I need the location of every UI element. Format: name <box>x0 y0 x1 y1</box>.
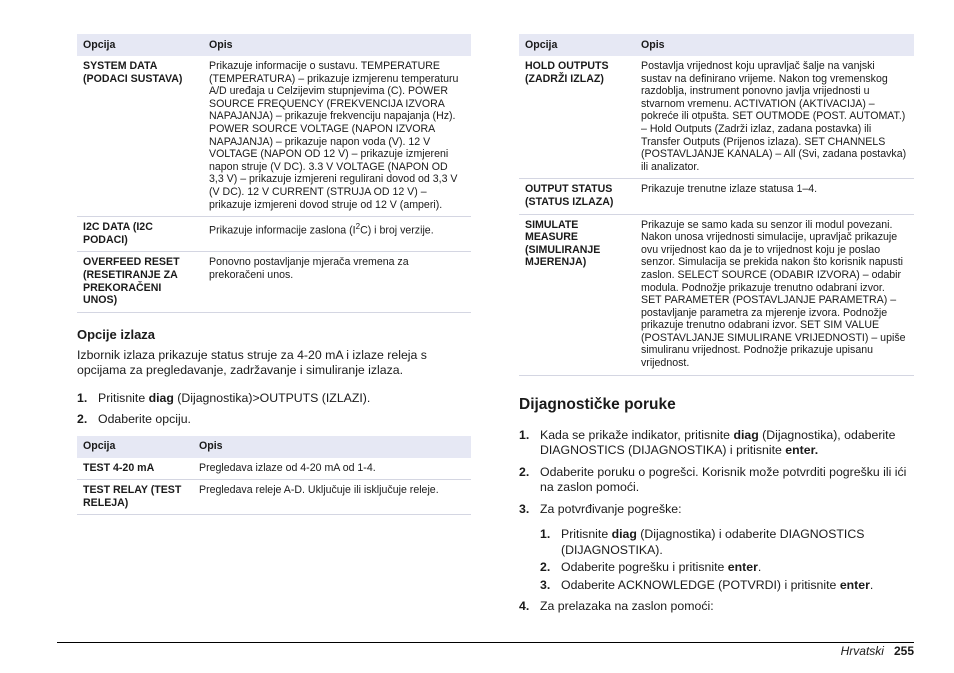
step-text: Odaberite opciju. <box>98 412 191 427</box>
option-description: Pregledava izlaze od 4-20 mA od 1-4. <box>193 458 471 480</box>
step-key: enter <box>839 577 870 592</box>
step-number: 1. <box>540 527 551 542</box>
footer-language: Hrvatski <box>840 644 884 658</box>
step-item <box>77 391 471 407</box>
option-name: SIMULATE MEASURE (SIMULIRANJE MJERENJA) <box>519 214 635 375</box>
option-description: Postavlja vrijednost koju upravljač šalje na vanjski sustav na definirano vrijeme. Nakon tog vremenskog razdoblja, instrument ponovno javlja vrijednosti u stvarnom vremenu. ACTIVATION (AKTIVACIJA) – pokreće ili otpušta. SET OUTMODE (POST. AUTOMAT.) – Hold Outputs (Zadrži izlaz, zadana postavka) ili Transfer Outputs (Prijenos izlaza). SET CHANNELS (POSTAVLJANJE KANALA) – All (Svi, zadana postavka) ili analizator. <box>635 56 914 179</box>
footer-divider <box>57 642 914 643</box>
step-item <box>519 502 914 594</box>
step-number: 4. <box>519 599 530 614</box>
step-text: . <box>869 577 874 592</box>
option-name: TEST RELAY (TEST RELEJA) <box>77 480 193 515</box>
hold-options-table <box>519 34 914 376</box>
step-text: Za potvrđivanje pogreške: <box>540 501 682 516</box>
section-intro: Izbornik izlaza prikazuje status struje za 4-20 mA i izlaze releja s opcijama za pregledavanje, zadržavanje i simuliranje izlaza. <box>77 347 427 378</box>
option-name: SYSTEM DATA (PODACI SUSTAVA) <box>77 56 203 217</box>
output-options-table <box>77 436 471 516</box>
step-text: Kada se prikaže indikator, pritisnite <box>540 427 734 442</box>
page-footer <box>841 644 914 658</box>
description-text: C) i broj verzije. <box>360 224 434 237</box>
table-row <box>77 458 471 480</box>
step-item <box>519 465 914 496</box>
table-row <box>519 179 914 214</box>
step-number: 2. <box>519 464 530 479</box>
option-name: OVERFEED RESET (RESETIRANJE ZA PREKORAČENI UNOS) <box>77 252 203 312</box>
sub-step-item <box>540 560 914 576</box>
step-text: Odaberite pogrešku i pritisnite <box>561 560 728 575</box>
option-description: Prikazuje informacije o sustavu. TEMPERATURE (TEMPERATURA) – prikazuje izmjerenu temperaturu A/D uređaja u Celzijevim stupnjevima (C). POWER SOURCE FREQUENCY (FREKVENCIJA IZVORA NAPAJANJA) – prikazuje frekvenciju napajanja (Hz). POWER SOURCE VOLTAGE (NAPON IZVORA NAPAJANJA) – prikazuje napon voda (V). 12 V VOLTAGE (NAPON OD 12 V) – prikazuje izmjereni napon struje (V DC). 3.3 V VOLTAGE (NAPON OD 3,3 V) – prikazuje izmjereni regulirani dovod od 3,3 V (V DC). 12 V CURRENT (STRUJA OD 12 V) – prikazuje izmjereni dovod struje od 12 V (amperi). <box>203 56 471 217</box>
column-header-description: Opis <box>203 34 471 56</box>
sub-step-item <box>540 578 914 594</box>
column-header-description: Opis <box>193 436 471 458</box>
table-header <box>519 34 914 56</box>
table-row <box>77 217 471 252</box>
section-heading: Opcije izlaza <box>77 326 156 342</box>
sub-steps <box>540 527 914 593</box>
option-description: Prikazuje trenutne izlaze statusa 1–4. <box>635 179 914 214</box>
step-key: diag <box>611 527 637 542</box>
step-number: 3. <box>519 501 530 516</box>
step-text: . <box>757 560 762 575</box>
column-header-option: Opcija <box>77 34 203 56</box>
step-text: (Dijagnostika)>OUTPUTS (IZLAZI). <box>173 390 371 405</box>
table-row <box>519 214 914 375</box>
step-key: enter <box>727 560 758 575</box>
option-description: Prikazuje se samo kada su senzor ili modul povezani. Nakon unosa vrijednosti simulacije, upravljač prikazuje ovu vrijednost kao da je to vrijednost koju je poslao senzor. Simulacija se prekida nakon što korisnik napusti zaslon. SELECT SOURCE (ODABIR IZVORA) – odabir modula. Podnožje prikazuje trenutno odabrani izvor. SET PARAMETER (POSTAVLJANJE PARAMETRA) – postavljanje parametra za mjerenje izvora. Podnožje prikazuje trenutno odabrani izvor. SET SIM VALUE (POSTAVLJANJE SIMULIRANE VRIJEDNOSTI) – upiše simuliranu vrijednost. Podnožje prikazuje upisanu vrijednost. <box>635 214 914 375</box>
step-number: 1. <box>77 390 88 405</box>
step-key: enter. <box>785 443 819 458</box>
step-number: 1. <box>519 427 530 442</box>
option-description <box>203 217 471 252</box>
step-text: Pritisnite <box>561 527 612 542</box>
column-header-option: Opcija <box>519 34 635 56</box>
step-item <box>519 599 914 615</box>
superscript: 2 <box>355 222 361 232</box>
sub-step-item <box>540 527 914 558</box>
left-column <box>77 34 471 515</box>
table-row <box>77 480 471 515</box>
step-number: 2. <box>77 412 88 427</box>
output-steps <box>77 391 471 428</box>
diagnostic-steps <box>519 428 914 615</box>
option-description: Pregledava releje A-D. Uključuje ili isključuje releje. <box>193 480 471 515</box>
table-row <box>519 56 914 179</box>
step-text: Pritisnite <box>98 390 149 405</box>
right-column <box>519 34 914 621</box>
step-number: 2. <box>540 560 551 575</box>
step-key: diag <box>733 427 759 442</box>
system-options-table <box>77 34 471 313</box>
option-description: Ponovno postavljanje mjerača vremena za prekoračeni unos. <box>203 252 471 312</box>
option-name: I2C DATA (I2C PODACI) <box>77 217 203 252</box>
step-item <box>77 412 471 428</box>
step-number: 3. <box>540 577 551 592</box>
step-text: (Dijagnostika) i odaberite DIAGNOSTICS (DIJAGNOSTIKA). <box>561 527 865 557</box>
step-text: Za prelazaka na zaslon pomoći: <box>540 599 714 614</box>
column-header-option: Opcija <box>77 436 193 458</box>
page-number: 255 <box>893 644 914 658</box>
description-text: Prikazuje informacije zaslona (I <box>209 224 356 237</box>
section-heading: Dijagnostičke poruke <box>519 395 676 413</box>
option-name: HOLD OUTPUTS (ZADRŽI IZLAZ) <box>519 56 635 179</box>
table-header <box>77 436 471 458</box>
step-text: Odaberite poruku o pogrešci. Korisnik može potvrditi pogrešku ili ići na zaslon pomoći. <box>540 464 907 495</box>
step-text: Odaberite ACKNOWLEDGE (POTVRDI) i pritisnite <box>561 577 840 592</box>
option-name: OUTPUT STATUS (STATUS IZLAZA) <box>519 179 635 214</box>
table-row <box>77 56 471 217</box>
column-header-description: Opis <box>635 34 914 56</box>
table-header <box>77 34 471 56</box>
table-row <box>77 252 471 312</box>
step-item <box>519 428 914 459</box>
step-key: diag <box>148 390 174 405</box>
option-name: TEST 4-20 mA <box>77 458 193 480</box>
step-text: (Dijagnostika), odaberite DIAGNOSTICS (DIJAGNOSTIKA) i pritisnite <box>540 427 896 458</box>
